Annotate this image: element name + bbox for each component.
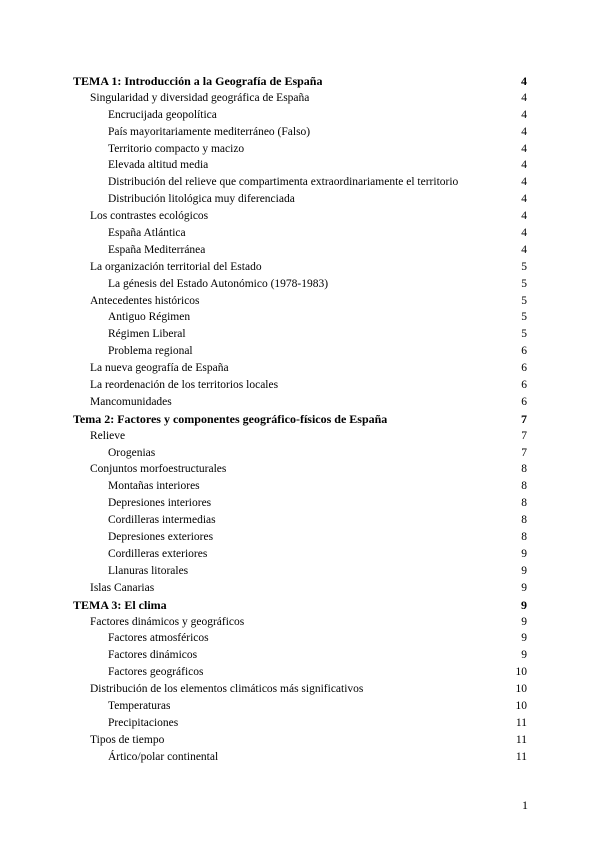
toc-entry-title: Territorio compacto y macizo xyxy=(108,142,245,155)
toc-entry-page: 7 xyxy=(521,411,527,426)
toc-entry-title: Conjuntos morfoestructurales xyxy=(90,463,227,476)
toc-entry[interactable] xyxy=(73,580,527,597)
toc-entry[interactable] xyxy=(73,732,527,749)
toc-entry[interactable] xyxy=(73,546,527,563)
toc-entry-page: 11 xyxy=(515,733,527,746)
toc-entry[interactable] xyxy=(73,326,527,343)
toc-entry-title: Tema 2: Factores y componentes geográfico-físicos de España xyxy=(73,411,388,426)
toc-entry[interactable] xyxy=(73,157,527,174)
toc-entry-title: Ártico/polar continental xyxy=(108,750,219,763)
toc-entry[interactable] xyxy=(73,309,527,326)
toc-entry-page: 4 xyxy=(521,125,527,138)
toc-entry[interactable] xyxy=(73,276,527,293)
toc-entry[interactable] xyxy=(73,73,527,90)
toc-entry-page: 11 xyxy=(515,750,527,763)
toc-entry[interactable] xyxy=(73,225,527,242)
toc-entry-page: 4 xyxy=(521,210,527,223)
toc-entry[interactable] xyxy=(73,597,527,614)
toc-entry-title: España Mediterránea xyxy=(108,243,206,256)
toc-entry[interactable] xyxy=(73,394,527,411)
toc-entry-title: Singularidad y diversidad geográfica de España xyxy=(90,91,310,104)
toc-entry-title: Los contrastes ecológicos xyxy=(90,210,209,223)
toc-entry-page: 4 xyxy=(521,91,527,104)
toc-entry-page: 4 xyxy=(521,227,527,240)
toc-entry[interactable] xyxy=(73,208,527,225)
toc-entry-title: La génesis del Estado Autonómico (1978-1983) xyxy=(108,277,329,290)
toc-entry[interactable] xyxy=(73,647,527,664)
toc-entry-title: La nueva geografía de España xyxy=(90,362,229,375)
toc-entry-title: Factores dinámicos y geográficos xyxy=(90,615,245,628)
toc-entry-title: Elevada altitud media xyxy=(108,159,209,172)
toc-entry[interactable] xyxy=(73,377,527,394)
toc-entry-title: Régimen Liberal xyxy=(108,328,186,341)
toc-entry[interactable] xyxy=(73,749,527,766)
toc-entry[interactable] xyxy=(73,614,527,631)
toc-entry-page: 4 xyxy=(521,243,527,256)
toc-entry[interactable] xyxy=(73,512,527,529)
toc-entry-page: 9 xyxy=(521,649,527,662)
toc-entry-page: 10 xyxy=(515,666,527,679)
toc-entry-page: 7 xyxy=(521,429,527,442)
toc-entry-title: Cordilleras exteriores xyxy=(108,547,208,560)
toc-entry[interactable] xyxy=(73,630,527,647)
toc-entry-page: 8 xyxy=(521,480,527,493)
toc-entry-title: Mancomunidades xyxy=(90,395,172,408)
toc-entry[interactable] xyxy=(73,664,527,681)
toc-entry-page: 6 xyxy=(521,362,527,375)
toc-entry-page: 7 xyxy=(521,446,527,459)
toc-entry-page: 5 xyxy=(521,260,527,273)
toc-entry-title: Montañas interiores xyxy=(108,480,200,493)
toc-entry-title: La reordenación de los territorios locales xyxy=(90,379,279,392)
toc-entry[interactable] xyxy=(73,242,527,259)
toc-entry[interactable] xyxy=(73,715,527,732)
toc-entry-page: 11 xyxy=(515,716,527,729)
toc-entry-page: 9 xyxy=(521,615,527,628)
toc-entry-page: 4 xyxy=(521,176,527,189)
toc-entry-page: 5 xyxy=(521,328,527,341)
toc-entry-title: Tipos de tiempo xyxy=(90,733,165,746)
toc-entry-page: 8 xyxy=(521,463,527,476)
toc-entry[interactable] xyxy=(73,360,527,377)
toc-entry[interactable] xyxy=(73,428,527,445)
toc-entry-title: La organización territorial del Estado xyxy=(90,260,262,273)
toc-entry-title: España Atlántica xyxy=(108,227,186,240)
toc-entry-title: Llanuras litorales xyxy=(108,564,189,577)
toc-entry-title: Problema regional xyxy=(108,345,193,358)
toc-entry-title: Depresiones exteriores xyxy=(108,531,214,544)
toc-entry-page: 9 xyxy=(521,547,527,560)
toc-entry[interactable] xyxy=(73,174,527,191)
toc-entry[interactable] xyxy=(73,529,527,546)
toc-entry-page: 9 xyxy=(521,597,527,612)
toc-entry-page: 5 xyxy=(521,294,527,307)
toc-entry-page: 9 xyxy=(521,581,527,594)
toc-entry[interactable] xyxy=(73,191,527,208)
toc-entry-title: Relieve xyxy=(90,429,126,442)
toc-entry[interactable] xyxy=(73,411,527,428)
table-of-contents xyxy=(73,73,527,766)
toc-entry-title: Antiguo Régimen xyxy=(108,311,191,324)
toc-entry[interactable] xyxy=(73,445,527,462)
page-number: 1 xyxy=(522,798,528,812)
toc-entry[interactable] xyxy=(73,124,527,141)
toc-entry[interactable] xyxy=(73,495,527,512)
toc-entry-page: 8 xyxy=(521,531,527,544)
toc-entry-page: 6 xyxy=(521,345,527,358)
toc-entry[interactable] xyxy=(73,293,527,310)
toc-entry-page: 4 xyxy=(521,142,527,155)
toc-entry-page: 4 xyxy=(521,193,527,206)
toc-entry-page: 9 xyxy=(521,564,527,577)
toc-entry[interactable] xyxy=(73,563,527,580)
toc-entry-title: Distribución del relieve que compartimenta extraordinariamente el territorio xyxy=(108,176,459,189)
toc-entry[interactable] xyxy=(73,259,527,276)
toc-entry-title: Cordilleras intermedias xyxy=(108,514,216,527)
toc-entry-page: 10 xyxy=(515,699,527,712)
toc-entry[interactable] xyxy=(73,461,527,478)
toc-entry-title: Islas Canarias xyxy=(90,581,155,594)
toc-entry-title: Encrucijada geopolítica xyxy=(108,108,217,121)
toc-entry-page: 4 xyxy=(521,159,527,172)
toc-entry-title: País mayoritariamente mediterráneo (Falso) xyxy=(108,125,311,138)
toc-entry-page: 4 xyxy=(521,74,527,88)
toc-entry-title: Antecedentes históricos xyxy=(90,294,200,307)
toc-entry-title: Orogenias xyxy=(108,446,156,459)
toc-entry-page: 10 xyxy=(515,683,527,696)
toc-entry-title: TEMA 3: El clima xyxy=(73,597,167,612)
toc-entry-page: 9 xyxy=(521,632,527,645)
toc-entry-page: 5 xyxy=(521,311,527,324)
toc-entry[interactable] xyxy=(73,698,527,715)
toc-entry-page: 5 xyxy=(521,277,527,290)
toc-entry[interactable] xyxy=(73,681,527,698)
toc-entry-title: Depresiones interiores xyxy=(108,497,212,510)
toc-entry[interactable] xyxy=(73,107,527,124)
toc-entry[interactable] xyxy=(73,90,527,107)
toc-entry[interactable] xyxy=(73,343,527,360)
toc-entry-page: 6 xyxy=(521,395,527,408)
toc-entry-title: Precipitaciones xyxy=(108,716,179,729)
toc-entry-title: TEMA 1: Introducción a la Geografía de España xyxy=(73,74,323,88)
toc-entry-page: 8 xyxy=(521,514,527,527)
toc-entry-title: Factores atmosféricos xyxy=(108,632,209,645)
toc-entry-page: 4 xyxy=(521,108,527,121)
toc-entry-title: Temperaturas xyxy=(108,699,171,712)
toc-entry-title: Factores dinámicos xyxy=(108,649,198,662)
toc-entry-page: 6 xyxy=(521,379,527,392)
toc-entry[interactable] xyxy=(73,141,527,158)
toc-entry-page: 8 xyxy=(521,497,527,510)
toc-entry-title: Distribución litológica muy diferenciada xyxy=(108,193,295,206)
toc-entry-title: Distribución de los elementos climáticos más significativos xyxy=(90,683,364,696)
toc-entry-title: Factores geográficos xyxy=(108,666,204,679)
toc-entry[interactable] xyxy=(73,478,527,495)
